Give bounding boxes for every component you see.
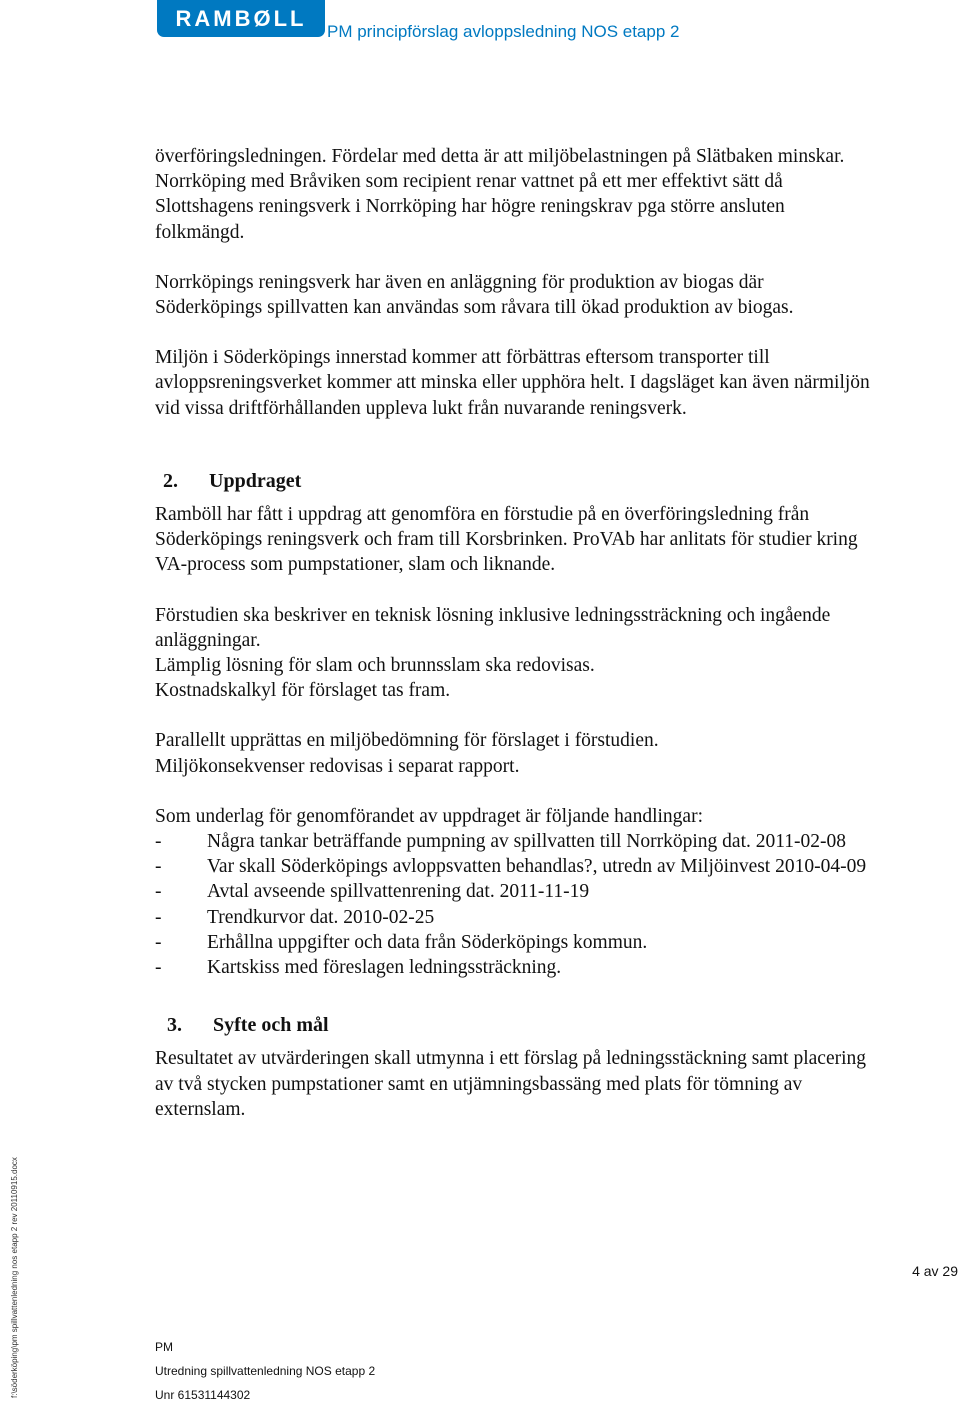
page-number: 4 av 29 — [912, 1263, 958, 1279]
list-dash: - — [155, 881, 162, 903]
section-heading-uppdraget — [163, 469, 875, 494]
list-item-text: Var skall Söderköpings avloppsvatten behandlas?, utredn av Miljöinvest 2010-04-09 — [207, 856, 867, 878]
section-number: 2. — [163, 469, 178, 492]
list-intro: Som underlag för genomförandet av uppdraget är följande handlingar: — [155, 805, 703, 827]
list-item — [155, 905, 875, 930]
list-dash: - — [155, 931, 162, 953]
paragraph: överföringsledningen. Fördelar med detta är att miljöbelastningen på Slätbaken minskar. Norrköping med Bråviken som recipient renar vattnet på ett mer effektivt sätt då Slottshagens reningsverk i Norrköping har högre reningskrav pga större ansluten folkmängd. — [155, 146, 845, 243]
section-number: 3. — [167, 1014, 182, 1037]
document-header-title: PM principförslag avloppsledning NOS etapp 2 — [327, 22, 680, 41]
list-dash: - — [155, 906, 162, 928]
documents-list — [155, 829, 875, 980]
paragraph: Ramböll har fått i uppdrag att genomföra en förstudie på en överföringsledning från Söderköpings reningsverk och fram till Korsbrinken. ProVAb har anlitats för studier kring VA-process som pumpstationer, slam och liknande. — [155, 504, 858, 576]
list-item-text: Några tankar beträffande pumpning av spillvatten till Norrköping dat. 2011-02-08 — [207, 831, 846, 853]
document-body — [155, 144, 875, 1147]
list-item — [155, 879, 875, 904]
footer-unr: Unr 61531144302 — [155, 1388, 251, 1402]
paragraph: Norrköpings reningsverk har även en anläggning för produktion av biogas där Söderköpings spillvatten kan användas som råvara till ökad produktion av biogas. — [155, 271, 794, 319]
section-title: Syfte och mål — [213, 1014, 329, 1037]
paragraph: Miljön i Söderköpings innerstad kommer att förbättras eftersom transporter till avloppsreningsverket kommer att minska eller upphöra helt. I dagsläget kan även närmiljön vid vissa driftförhållanden uppleva lukt från nuvarande reningsverk. — [155, 347, 870, 419]
paragraph-line: Kostnadskalkyl för förslaget tas fram. — [155, 680, 451, 702]
list-dash: - — [155, 831, 162, 853]
side-file-path: f:\söderköping\pm spillvattenledning nos etapp 2 rev 20110915.docx — [10, 1157, 19, 1398]
footer-doc-name: Utredning spillvattenledning NOS etapp 2 — [155, 1364, 376, 1378]
paragraph: Resultatet av utvärderingen skall utmynna i ett förslag på ledningsstäckning samt placering av två stycken pumpstationer samt en utjämningsbassäng med plats för tömning av externslam. — [155, 1048, 867, 1120]
section-heading-syfte — [167, 1013, 875, 1038]
list-dash: - — [155, 856, 162, 878]
paragraph-line: Förstudien ska beskriver en teknisk lösning inklusive ledningssträckning och ingående anläggningar. — [155, 604, 831, 651]
list-item — [155, 829, 875, 854]
list-item — [155, 854, 875, 879]
list-dash: - — [155, 957, 162, 979]
ramboll-logo: RAMBØLL — [157, 0, 325, 37]
paragraph-line: Lämplig lösning för slam och brunnsslam ska redovisas. — [155, 655, 595, 677]
section-title: Uppdraget — [209, 469, 302, 492]
list-item-text: Trendkurvor dat. 2010-02-25 — [207, 906, 435, 928]
paragraph-line: Parallellt upprättas en miljöbedömning för förslaget i förstudien. — [155, 730, 659, 752]
list-item-text: Erhållna uppgifter och data från Söderköpings kommun. — [207, 931, 648, 953]
list-item-text: Kartskiss med föreslagen ledningssträckning. — [207, 957, 562, 979]
paragraph-line: Miljökonsekvenser redovisas i separat rapport. — [155, 755, 520, 777]
paragraph-group — [155, 728, 875, 778]
list-item-text: Avtal avseende spillvattenrening dat. 2011-11-19 — [207, 881, 590, 903]
footer-doc-type: PM — [155, 1340, 173, 1354]
paragraph-group — [155, 603, 875, 704]
list-item — [155, 930, 875, 955]
list-item — [155, 955, 875, 980]
